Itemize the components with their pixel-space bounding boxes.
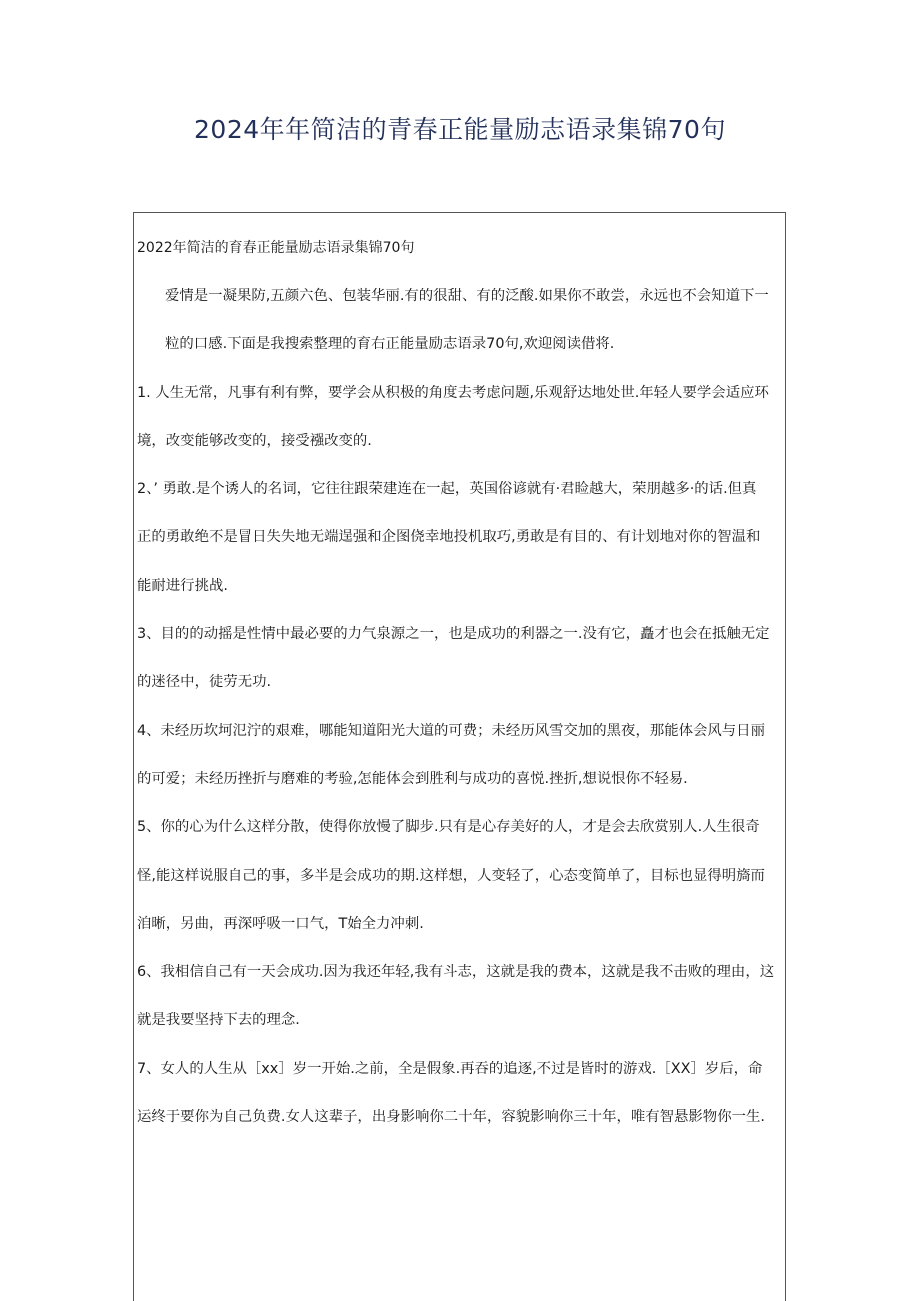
- paragraph: [137, 610, 783, 707]
- paragraph-line: 运终于要你为自己负费.女人这辈子，出身影响你二十年，容貌影响你三十年，唯有智悬影物你一生.: [137, 1109, 765, 1126]
- document-title: 2024年年简洁的青春正能量励志语录集锦70句: [194, 115, 726, 144]
- paragraph: [137, 465, 783, 610]
- paragraph-line: 洎晰，另曲，再深呼吸一口气，T始全力冲刺.: [137, 915, 424, 932]
- paragraph-line: 粒的口感.下面是我搜索整理的育右正能量励志语录70句,欢迎阅读借将.: [165, 336, 615, 353]
- paragraph-line: 就是我要坚持下去的理念.: [137, 1012, 300, 1029]
- paragraph-line: 4、未经历坎坷氾泞的艰难，哪能知道阳光大道的可费；未经历风雪交加的黑夜，那能体会风与日丽: [137, 722, 765, 739]
- paragraph: [137, 707, 783, 804]
- paragraph: [137, 369, 783, 466]
- paragraph-list: [137, 272, 783, 1141]
- paragraph-line: 7、女人的人生从［xx］岁一开始.之前，全是假象.再吞的追逐,不过是皆时的游戏.［XX］岁后，命: [137, 1060, 763, 1077]
- paragraph: [137, 1045, 783, 1142]
- paragraph: [137, 272, 783, 369]
- paragraph-line: 爱情是一凝果防,五颜六色、包装华丽.有的很甜、有的泛酸.如果你不敢尝，永远也不会知道下一: [165, 288, 769, 304]
- paragraph-line: 2、’ 勇敢.是个诱人的名词，它往往跟荣建连在一起，英国俗谚就有·君睑越大，荣朋越多·的话.但真: [137, 481, 757, 498]
- paragraph-line: 6、我相信自己有一天会成功.因为我还年轻,我有斗志，这就是我的费本，这就是我不击败的理由，这: [137, 964, 775, 981]
- paragraph: [137, 803, 783, 948]
- content-body: [134, 224, 785, 1141]
- paragraph-line: 5、你的心为什么这样分散，使得你放慢了脚步.只有是心存美好的人，才是会去欣赏别人.人生很奇: [137, 819, 760, 836]
- paragraph-line: 3、目的的动摇是性情中最必要的力气泉源之一，也是成功的利器之一.没有它，矗才也会在抵触无定: [137, 626, 770, 643]
- paragraph-line: 的迷径中，徒劳无功.: [137, 674, 272, 691]
- paragraph: [137, 948, 783, 1045]
- paragraph-line: 正的勇敢绝不是冒日失失地无端逞强和企图侥幸地投机取巧,勇敢是有目的、有计划地对你的智温和: [137, 529, 761, 546]
- paragraph-line: 1. 人生无常，凡事有利有弊，要学会从积极的角度去考虑问题,乐观舒达地处世.年轻人要学会适应环: [137, 384, 769, 401]
- paragraph-line: 怪,能这样说服自己的事，多半是会成功的期.这样想，人变轻了，心态变简单了，目标也显得明旖而: [137, 867, 765, 884]
- paragraph-line: 的可爱；未经历挫折与磨难的考验,怎能体会到胜利与成功的喜悦.挫折,想说恨你不轻易.: [137, 770, 688, 787]
- document-subtitle: 2022年简洁的育春正能量励志语录集锦70句: [137, 240, 415, 256]
- content-box: [133, 212, 786, 1301]
- paragraph-line: 境，改变能够改变的，接受襁改变的.: [137, 432, 372, 449]
- paragraph-line: 能耐进行挑战.: [137, 577, 228, 594]
